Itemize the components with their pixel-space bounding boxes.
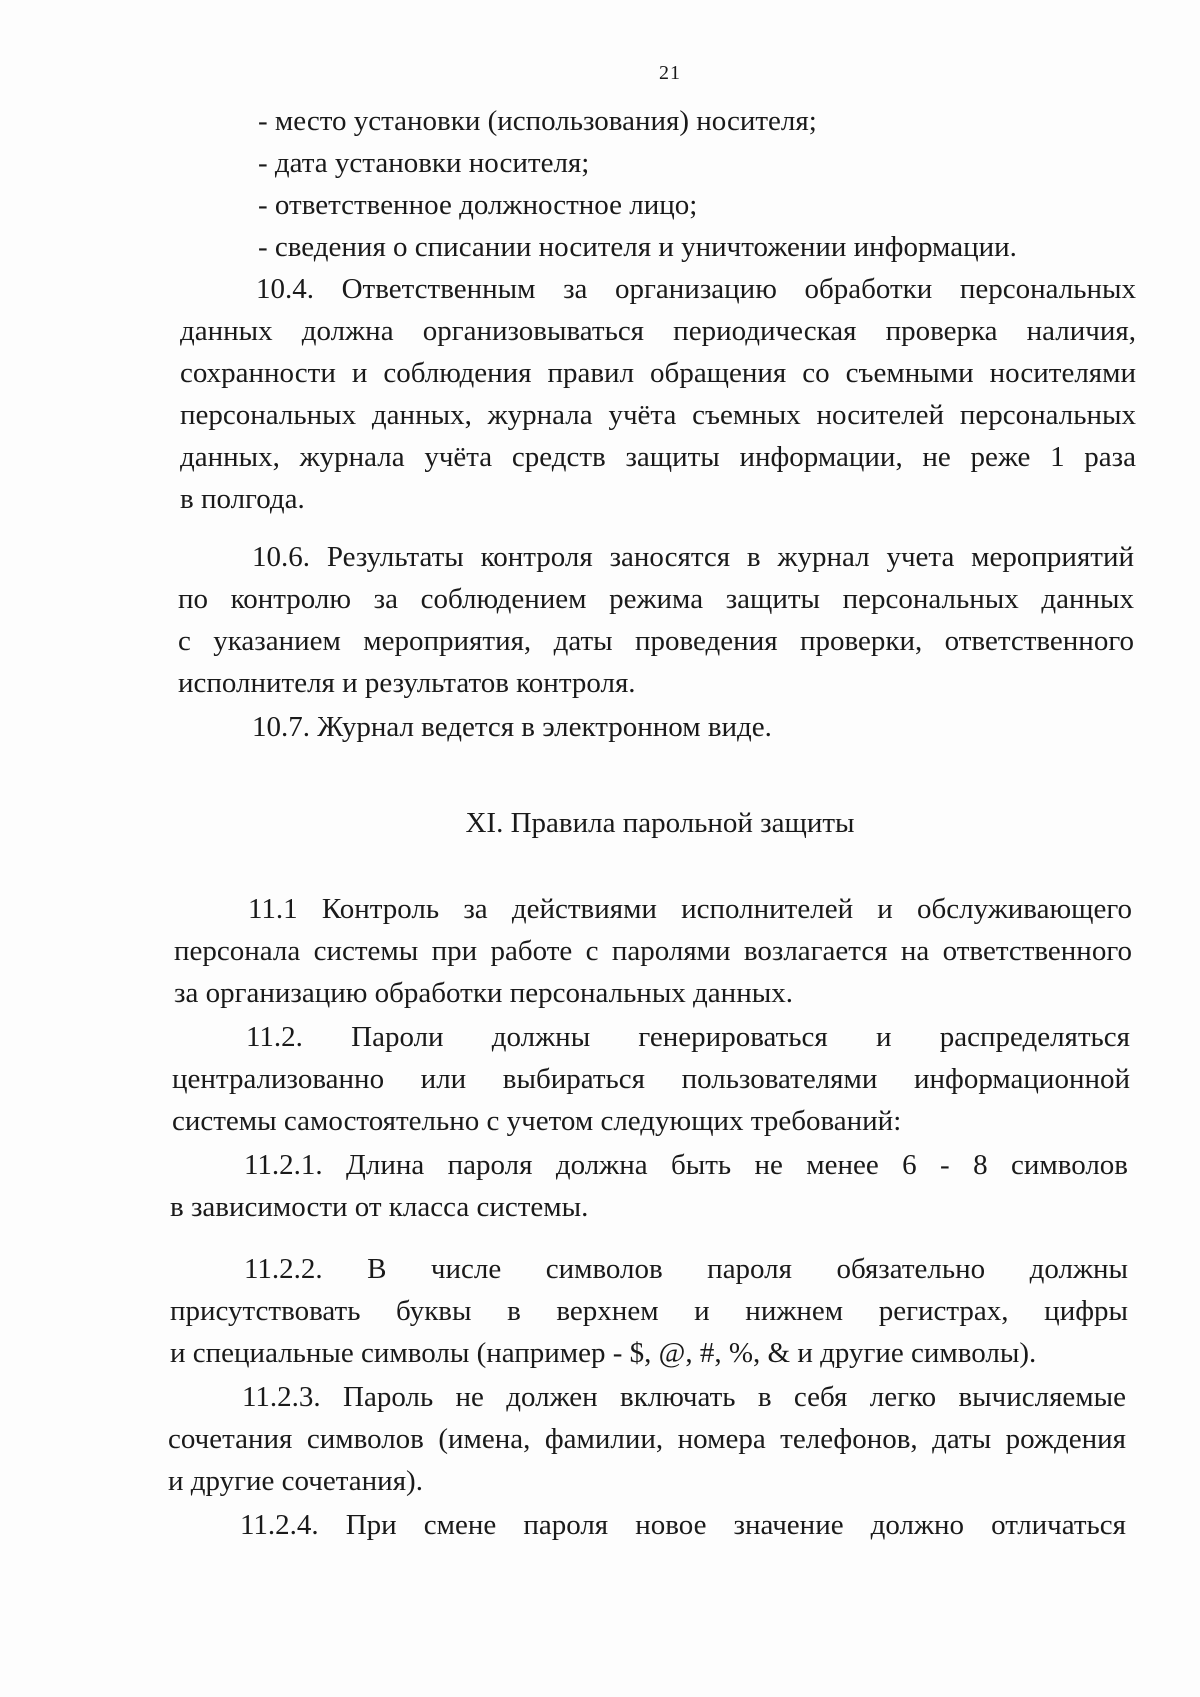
paragraph-line: с указанием мероприятия, даты проведения проверки, ответственного xyxy=(178,625,1134,657)
paragraph-line: 10.6. Результаты контроля заносятся в журнал учета мероприятий xyxy=(252,541,1134,573)
paragraph-line: 11.2.2. В числе символов пароля обязательно должны xyxy=(244,1253,1128,1285)
paragraph-line: сохранности и соблюдения правил обращения со съемными носителями xyxy=(180,357,1136,389)
paragraph-line: в зависимости от класса системы. xyxy=(170,1191,589,1223)
list-item: - дата установки носителя; xyxy=(258,147,590,179)
list-item: - сведения о списании носителя и уничтожении информации. xyxy=(258,231,1017,263)
paragraph-line: 11.2.1. Длина пароля должна быть не менее 6 - 8 символов xyxy=(244,1149,1128,1181)
paragraph-line: 10.4. Ответственным за организацию обработки персональных xyxy=(256,273,1136,305)
list-item: - место установки (использования) носителя; xyxy=(258,105,817,137)
paragraph-line: присутствовать буквы в верхнем и нижнем регистрах, цифры xyxy=(170,1295,1128,1327)
paragraph-line: и другие сочетания). xyxy=(168,1465,423,1497)
paragraph-line: данных, журнала учёта средств защиты информации, не реже 1 раза xyxy=(180,441,1136,473)
paragraph-line: данных должна организовываться периодическая проверка наличия, xyxy=(180,315,1136,347)
paragraph-line: 10.7. Журнал ведется в электронном виде. xyxy=(252,711,772,743)
paragraph-line: 11.1 Контроль за действиями исполнителей и обслуживающего xyxy=(248,893,1132,925)
paragraph-line: сочетания символов (имена, фамилии, номера телефонов, даты рождения xyxy=(168,1423,1126,1455)
paragraph-line: за организацию обработки персональных данных. xyxy=(174,977,793,1009)
page-number: 21 xyxy=(659,62,681,84)
paragraph-line: персональных данных, журнала учёта съемных носителей персональных xyxy=(180,399,1136,431)
paragraph-line: в полгода. xyxy=(180,483,305,515)
section-heading: XI. Правила парольной защиты xyxy=(465,807,855,839)
paragraph-line: по контролю за соблюдением режима защиты персональных данных xyxy=(178,583,1134,615)
paragraph-line: системы самостоятельно с учетом следующих требований: xyxy=(172,1105,902,1137)
list-item: - ответственное должностное лицо; xyxy=(258,189,698,221)
paragraph-line: персонала системы при работе с паролями возлагается на ответственного xyxy=(174,935,1132,967)
paragraph-line: 11.2. Пароли должны генерироваться и распределяться xyxy=(246,1021,1130,1053)
paragraph-line: 11.2.3. Пароль не должен включать в себя легко вычисляемые xyxy=(242,1381,1126,1413)
paragraph-line: исполнителя и результатов контроля. xyxy=(178,667,636,699)
paragraph-line: и специальные символы (например - $, @, #, %, & и другие символы). xyxy=(170,1337,1037,1369)
paragraph-line: централизованно или выбираться пользователями информационной xyxy=(172,1063,1130,1095)
paragraph-line: 11.2.4. При смене пароля новое значение должно отличаться xyxy=(240,1509,1126,1541)
